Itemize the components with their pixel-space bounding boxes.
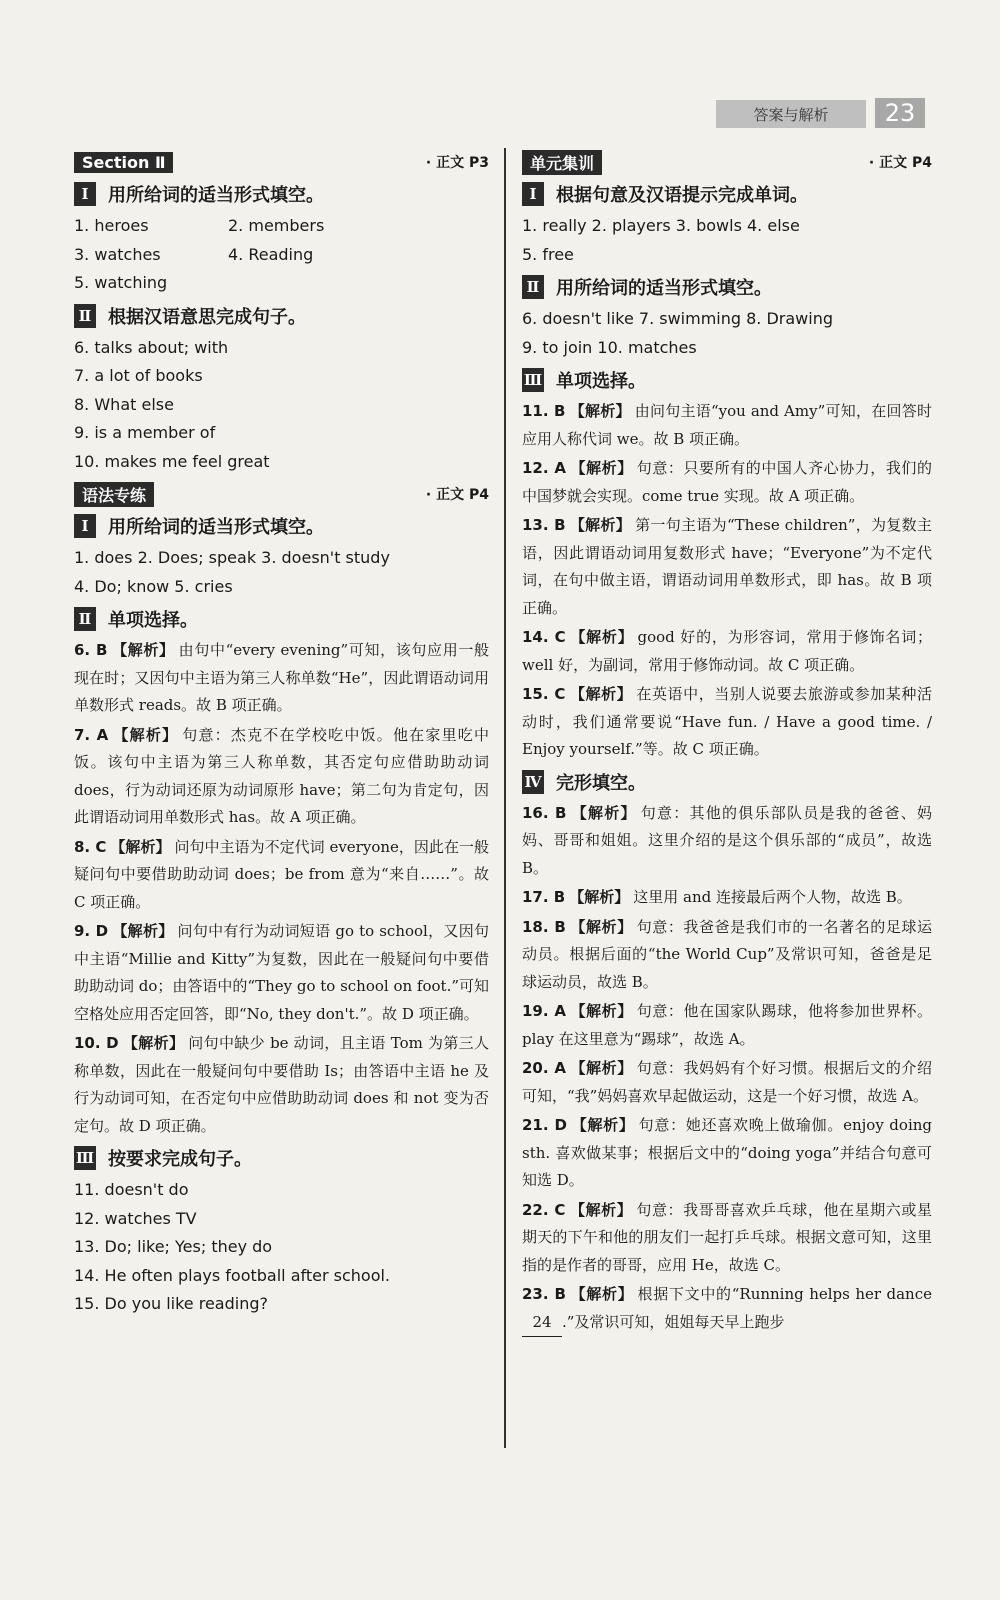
explanation-item bbox=[74, 637, 489, 720]
part-number: Ⅱ bbox=[74, 607, 96, 631]
explanation-tag: 【解析】 bbox=[569, 1200, 633, 1219]
explanation-tag: 【解析】 bbox=[569, 516, 632, 534]
answer-item: 3. watches bbox=[74, 244, 161, 264]
answer-item: 5. watching bbox=[74, 273, 168, 292]
question-number: 17. B bbox=[522, 888, 566, 906]
explanation-text: 句意：我哥哥喜欢乒乓球，他在星期六或星期天的下午和他的朋友们一起打乒乓球。根据文意可知，这里指的是作者的哥哥，应用 He，故选 C。 bbox=[522, 1200, 932, 1274]
explanation-tag: 【解析】 bbox=[569, 888, 630, 906]
part-title: 按要求完成句子。 bbox=[108, 1149, 252, 1170]
part-title: 用所给词的适当形式填空。 bbox=[556, 278, 772, 299]
explanation-item bbox=[74, 1030, 489, 1140]
part-number: Ⅱ bbox=[522, 275, 544, 299]
explanation-text: 问句中主语为不定代词 everyone，因此在一般疑问句中要借助助动词 does；be from 意为“来自……”。故 C 项正确。 bbox=[74, 837, 489, 911]
section-title: 单元集训 bbox=[522, 150, 602, 175]
answer-item: 9. is a member of bbox=[74, 423, 216, 442]
answer-item: 9. to join 10. matches bbox=[522, 337, 697, 357]
answer-blank: 24 bbox=[522, 1309, 562, 1338]
explanation-text: 句意：杰克不在学校吃中饭。他在家里吃中饭。该句中主语为第三人称单数，其否定句应借助助动词 does，行为动词还原为动词原形 have；第二句为肯定句，因此谓语动词用单数形式 has。故 A 项正确。 bbox=[74, 725, 489, 826]
question-number: 13. B bbox=[522, 516, 566, 534]
explanation-text: 根据下文中的“Running helps her dance bbox=[637, 1285, 932, 1303]
explanation-text: 句意：其他的俱乐部队员是我的爸爸、妈妈、哥哥和姐姐。这里介绍的是这个俱乐部的“成员”，故选 B。 bbox=[522, 803, 932, 877]
part-header bbox=[522, 273, 932, 301]
part-title: 单项选择。 bbox=[556, 371, 646, 392]
part-number: Ⅰ bbox=[74, 182, 96, 206]
header-section-label: 答案与解析 bbox=[716, 100, 866, 128]
section-header bbox=[74, 480, 489, 508]
question-number: 10. D bbox=[74, 1034, 119, 1052]
explanation-text: 句意：她还喜欢晚上做瑜伽。enjoy doing sth. 喜欢做某事；根据后文中的“doing yoga”并结合句意可知选 D。 bbox=[522, 1116, 933, 1189]
part-title: 用所给词的适当形式填空。 bbox=[108, 185, 324, 206]
part-header bbox=[74, 1144, 489, 1172]
page-number: 23 bbox=[875, 98, 925, 128]
explanation-item bbox=[522, 624, 932, 679]
left-column bbox=[74, 148, 489, 1319]
part-number: Ⅳ bbox=[522, 770, 544, 794]
answer-item: 13. Do; like; Yes; they do bbox=[74, 1237, 273, 1256]
question-number: 15. C bbox=[522, 685, 566, 703]
section-page-ref: · 正文 P4 bbox=[868, 155, 932, 171]
explanation-tag: 【解析】 bbox=[112, 725, 179, 744]
part-title: 单项选择。 bbox=[108, 610, 198, 631]
explanation-item bbox=[522, 800, 932, 883]
question-number: 7. A bbox=[74, 725, 109, 744]
explanation-tag: 【解析】 bbox=[569, 459, 633, 477]
explanation-tag: 【解析】 bbox=[110, 837, 171, 856]
answer-row bbox=[74, 212, 489, 241]
part-header bbox=[74, 512, 489, 540]
part-number: Ⅰ bbox=[522, 182, 544, 206]
part-title: 根据句意及汉语提示完成单词。 bbox=[556, 185, 808, 206]
question-number: 16. B bbox=[522, 803, 567, 822]
explanation-text: 第一句主语为“These children”，为复数主语，因此谓语动词用复数形式 have；“Everyone”为不定代词，在句中做主语，谓语动词用单数形式，即 has。故 B 项正确。 bbox=[522, 516, 932, 617]
question-number: 19. A bbox=[522, 1002, 566, 1020]
answer-item: 1. does 2. Does; speak 3. doesn't study bbox=[74, 548, 390, 567]
question-number: 22. C bbox=[522, 1200, 566, 1219]
section-page-ref: · 正文 P3 bbox=[425, 155, 489, 171]
answer-item: 12. watches TV bbox=[74, 1208, 197, 1228]
question-number: 6. B bbox=[74, 641, 108, 659]
explanation-text: 句意：他在国家队踢球，他将参加世界杯。play 在这里意为“踢球”，故选 A。 bbox=[522, 1002, 932, 1048]
question-number: 23. B bbox=[522, 1285, 566, 1303]
explanation-text: 问句中缺少 be 动词，且主语 Tom 为第三人称单数，因此在一般疑问句中要借助 Is；由答语中主语 he 及行为动词可知，在否定句中应借助助动词 does 和 not 变为否定句。故 D 项正确。 bbox=[74, 1034, 489, 1135]
question-number: 8. C bbox=[74, 837, 107, 856]
explanation-item bbox=[522, 398, 932, 453]
part-number: Ⅲ bbox=[74, 1146, 96, 1170]
explanation-item bbox=[74, 834, 489, 917]
explanation-item bbox=[522, 998, 932, 1053]
question-number: 11. B bbox=[522, 402, 566, 420]
answer-item: 5. free bbox=[522, 244, 574, 264]
part-title: 用所给词的适当形式填空。 bbox=[108, 517, 324, 538]
part-header bbox=[522, 366, 932, 394]
part-header bbox=[74, 180, 489, 208]
explanation-item bbox=[74, 918, 489, 1028]
explanation-text-tail: .”及常识可知，姐姐每天早上跑步 bbox=[562, 1312, 785, 1331]
answer-item: 11. doesn't do bbox=[74, 1180, 189, 1199]
part-header bbox=[522, 768, 932, 796]
question-number: 12. A bbox=[522, 459, 566, 477]
right-column bbox=[522, 148, 932, 1339]
answer-item: 14. He often plays football after school. bbox=[74, 1265, 391, 1285]
part-number: Ⅰ bbox=[74, 514, 96, 538]
part-title: 完形填空。 bbox=[556, 772, 646, 794]
question-number: 20. A bbox=[522, 1059, 566, 1077]
explanation-tag: 【解析】 bbox=[569, 917, 633, 936]
explanation-item bbox=[522, 512, 932, 622]
column-divider bbox=[504, 148, 506, 1448]
explanation-item bbox=[522, 914, 932, 997]
question-number: 21. D bbox=[522, 1116, 567, 1134]
explanation-text: 由句中“every evening”可知，该句应用一般现在时；又因句中主语为第三人称单数“He”，因此谓语动词用单数形式 reads。故 B 项正确。 bbox=[74, 641, 489, 714]
part-number: Ⅱ bbox=[74, 304, 96, 328]
question-number: 14. C bbox=[522, 628, 566, 646]
explanation-item bbox=[522, 1281, 932, 1337]
explanation-text: good 好的，为形容词，常用于修饰名词；well 好，为副词，常用于修饰动词。故 C 项正确。 bbox=[522, 628, 932, 674]
explanation-item bbox=[522, 1112, 932, 1195]
explanation-tag: 【解析】 bbox=[570, 803, 637, 822]
answer-item: 8. What else bbox=[74, 394, 174, 414]
section-title: Section Ⅱ bbox=[74, 152, 173, 173]
explanation-item bbox=[522, 1055, 932, 1110]
explanation-text: 句意：我爸爸是我们市的一名著名的足球运动员。根据后面的“the World Cup”及常识可知，爸爸是足球运动员，故选 B。 bbox=[522, 917, 932, 991]
section-page-ref: · 正文 P4 bbox=[425, 487, 489, 503]
answer-row bbox=[74, 241, 489, 270]
explanation-text: 句意：只要所有的中国人齐心协力，我们的中国梦就会实现。come true 实现。故 A 项正确。 bbox=[522, 459, 932, 505]
explanation-tag: 【解析】 bbox=[570, 1116, 635, 1134]
explanation-tag: 【解析】 bbox=[569, 402, 631, 420]
answer-item: 15. Do you like reading? bbox=[74, 1294, 268, 1313]
answer-item: 1. really 2. players 3. bowls 4. else bbox=[522, 216, 800, 235]
answer-item: 4. Reading bbox=[228, 244, 314, 264]
part-number: Ⅲ bbox=[522, 368, 544, 392]
section-header bbox=[74, 148, 489, 176]
explanation-tag: 【解析】 bbox=[569, 1002, 633, 1020]
answer-item: 10. makes me feel great bbox=[74, 451, 270, 471]
explanation-text: 句意：我妈妈有个好习惯。根据后文的介绍可知，“我”妈妈喜欢早起做运动，这是一个好习惯，故选 A。 bbox=[522, 1059, 932, 1105]
explanation-tag: 【解析】 bbox=[569, 1285, 634, 1303]
explanation-text: 这里用 and 连接最后两个人物，故选 B。 bbox=[633, 888, 912, 906]
explanation-text: 问句中有行为动词短语 go to school，又因句中主语“Millie and Kitty”为复数，因此在一般疑问句中要借助助动词 do；由答语中的“They go to school on foot.”可知空格处应用否定回答，即“No, they don't.”。故 D 项正确。 bbox=[74, 922, 490, 1023]
explanation-text: 在英语中，当别人说要去旅游或参加某种活动时，我们通常要说“Have fun. / Have a good time. / Enjoy yourself.”等。故 C 项正确。 bbox=[522, 685, 932, 758]
explanation-tag: 【解析】 bbox=[111, 641, 175, 659]
explanation-tag: 【解析】 bbox=[569, 628, 634, 646]
answer-item: 4. Do; know 5. cries bbox=[74, 576, 233, 596]
explanation-tag: 【解析】 bbox=[122, 1034, 185, 1052]
question-number: 18. B bbox=[522, 917, 566, 936]
question-number: 9. D bbox=[74, 922, 109, 940]
section-header bbox=[522, 148, 932, 176]
explanation-item bbox=[522, 455, 932, 510]
answer-item: 6. doesn't like 7. swimming 8. Drawing bbox=[522, 309, 833, 328]
answer-item: 1. heroes bbox=[74, 216, 149, 235]
explanation-text: 由问句主语“you and Amy”可知，在回答时应用人称代词 we。故 B 项正确。 bbox=[522, 402, 932, 448]
explanation-item bbox=[522, 1197, 932, 1280]
explanation-item bbox=[522, 884, 932, 912]
part-header bbox=[74, 605, 489, 633]
explanation-item bbox=[522, 681, 932, 764]
answer-item: 7. a lot of books bbox=[74, 366, 203, 385]
explanation-tag: 【解析】 bbox=[569, 1059, 633, 1077]
part-header bbox=[74, 302, 489, 330]
section-title: 语法专练 bbox=[74, 482, 154, 507]
part-title: 根据汉语意思完成句子。 bbox=[108, 306, 306, 328]
answer-item: 6. talks about; with bbox=[74, 337, 229, 357]
explanation-tag: 【解析】 bbox=[112, 922, 174, 940]
part-header bbox=[522, 180, 932, 208]
answer-item: 2. members bbox=[228, 216, 325, 235]
explanation-item bbox=[74, 722, 489, 832]
explanation-tag: 【解析】 bbox=[569, 685, 633, 703]
